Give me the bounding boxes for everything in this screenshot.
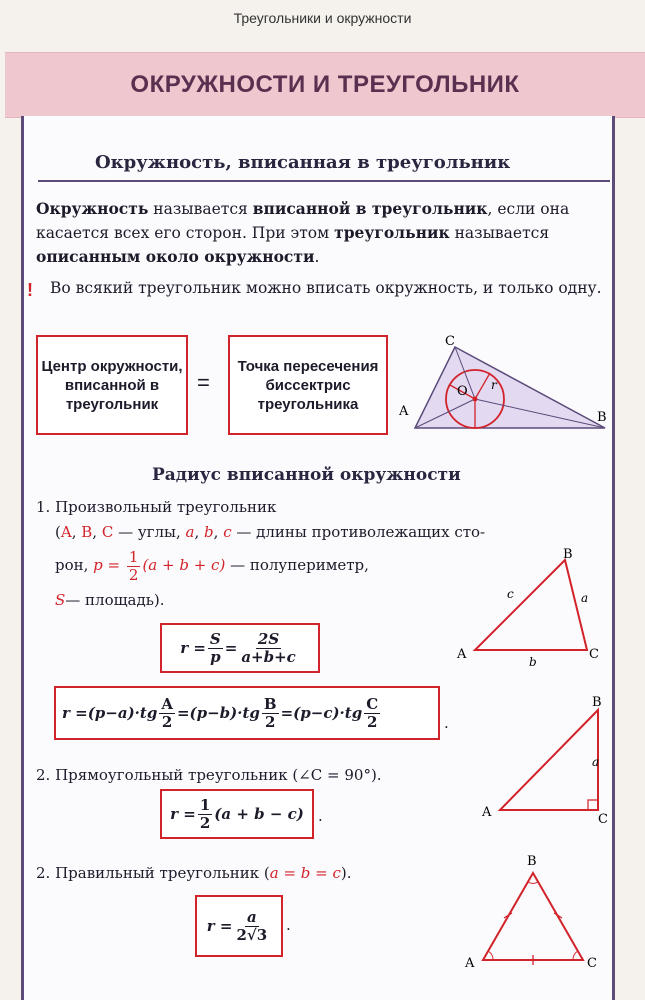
section-title: Окружность, вписанная в треугольник bbox=[95, 152, 511, 173]
fig1-label-c: C bbox=[445, 334, 455, 349]
fig4-label-b-vertex: B bbox=[527, 854, 537, 869]
angle-a: A bbox=[60, 523, 72, 541]
f2-part-a: r =(p−a)·tg bbox=[62, 704, 158, 722]
arbitrary-triangle-figure bbox=[455, 540, 605, 670]
formula-box-4 bbox=[195, 895, 283, 957]
f3-lhs: r = bbox=[170, 805, 196, 823]
exclamation-icon: ! bbox=[27, 280, 33, 300]
fig3-label-c-vertex: C bbox=[598, 812, 608, 825]
angle-arc-a bbox=[488, 951, 493, 960]
f3-den: 2 bbox=[199, 813, 211, 832]
center-box: Центр окружности, вписанной в треугольник bbox=[36, 335, 188, 435]
running-head: Треугольники и окружности bbox=[233, 10, 412, 26]
page-title: ОКРУЖНОСТИ И ТРЕУГОЛЬНИК bbox=[130, 71, 520, 98]
f1-d1: p bbox=[210, 647, 221, 666]
angle-c: C bbox=[101, 523, 114, 541]
area-s: S bbox=[55, 591, 66, 609]
formula-box-1 bbox=[160, 623, 320, 673]
right-triangle-figure bbox=[480, 690, 610, 825]
def-text-1: называется bbox=[148, 200, 253, 218]
side-c: c bbox=[223, 523, 232, 541]
paren-open: ( bbox=[55, 523, 61, 541]
formula-box-3 bbox=[160, 789, 314, 839]
f3-rhs: (a + b − c) bbox=[214, 805, 304, 823]
fig3-label-a-side: a bbox=[592, 755, 600, 769]
angle-b: B bbox=[81, 523, 93, 541]
fig2-label-c-side: c bbox=[507, 587, 514, 601]
fig2-label-a-vertex: A bbox=[457, 647, 467, 662]
item2-title: 2. Прямоугольный треугольник (∠C = 90°). bbox=[36, 766, 382, 784]
right-angle-mark bbox=[588, 800, 598, 810]
formula-box-2 bbox=[54, 686, 440, 740]
half-num: 1 bbox=[128, 547, 139, 566]
angles-text: — углы, bbox=[113, 523, 186, 541]
comma-3: , bbox=[194, 523, 205, 541]
f1-n1: S bbox=[209, 629, 221, 648]
semiperimeter-p: p bbox=[93, 556, 103, 574]
def-term-circumscribed: описанным около окружности bbox=[36, 247, 315, 266]
comma-2: , bbox=[92, 523, 102, 541]
f2-num-c: C bbox=[366, 694, 379, 713]
definition-paragraph bbox=[36, 197, 610, 269]
equals: = bbox=[102, 556, 125, 574]
def-text-3: называется bbox=[449, 224, 550, 242]
f4-num: a bbox=[246, 907, 257, 926]
f2-den-a: 2 bbox=[161, 712, 173, 731]
def-term-triangle: треугольник bbox=[334, 223, 450, 242]
f2-frac-c bbox=[364, 696, 380, 731]
f3-period: . bbox=[318, 807, 323, 825]
f1-n2: 2S bbox=[257, 629, 280, 648]
fig1-label-a: A bbox=[399, 404, 409, 419]
fig2-label-c-vertex: C bbox=[589, 647, 599, 662]
f4-lhs: r = bbox=[206, 917, 233, 935]
f2-den-b: 2 bbox=[265, 712, 276, 731]
item1-line1 bbox=[55, 521, 485, 543]
section-divider bbox=[38, 180, 610, 182]
f1-d2: a+b+c bbox=[241, 647, 296, 666]
bisector-box: Точка пересечения биссектрис треугольника bbox=[228, 335, 388, 435]
f1-frac-1 bbox=[208, 631, 223, 666]
item3-title-start: 2. Правильный треугольник ( bbox=[36, 864, 270, 882]
triangle-abc bbox=[415, 347, 605, 428]
fig3-label-b-vertex: B bbox=[592, 695, 602, 710]
sides-text-2: рон, bbox=[55, 556, 94, 574]
f4-den: 2√3 bbox=[236, 925, 268, 944]
equals-sign: = bbox=[197, 370, 210, 395]
sides-text: — длины противолежащих сто- bbox=[231, 523, 486, 541]
f2-frac-b bbox=[262, 696, 279, 731]
f3-num: 1 bbox=[199, 795, 211, 814]
angle-arc-b bbox=[528, 882, 538, 883]
half-den: 2 bbox=[128, 565, 139, 584]
radius-title: Радиус вписанной окружности bbox=[152, 465, 461, 485]
area-text: — площадь). bbox=[65, 591, 165, 609]
angle-arc-c bbox=[573, 951, 578, 960]
def-text-2: , если она касается всех его сторон. При этом bbox=[36, 200, 570, 242]
f4-frac bbox=[234, 909, 269, 944]
fig2-label-a-side: a bbox=[581, 591, 589, 605]
semiperimeter-text: — полупериметр, bbox=[225, 556, 369, 574]
item1-line3 bbox=[55, 589, 165, 611]
note-text: Во всякий треугольник можно вписать окружность, и только одну. bbox=[50, 279, 602, 297]
f2-den-c: 2 bbox=[366, 712, 378, 731]
fig1-label-o: O bbox=[457, 384, 468, 399]
fig1-label-r: r bbox=[491, 378, 497, 392]
f2-part-b: =(p−b)·tg bbox=[176, 704, 260, 722]
triangle-equilateral bbox=[483, 873, 583, 960]
fig4-label-c-vertex: C bbox=[587, 956, 597, 971]
triangle-arbitrary bbox=[475, 560, 587, 650]
item3-title bbox=[36, 862, 352, 884]
fig1-label-b: B bbox=[597, 410, 607, 425]
comma-1: , bbox=[71, 523, 82, 541]
def-text-4: . bbox=[314, 248, 320, 266]
f2-num-b: B bbox=[263, 694, 277, 713]
def-term-inscribed: вписанной в треугольник bbox=[252, 199, 488, 218]
comma-4: , bbox=[213, 523, 224, 541]
sides-sum: (a + b + c) bbox=[142, 556, 226, 574]
title-banner bbox=[5, 52, 645, 118]
f2-period: . bbox=[444, 714, 449, 732]
triangle-right bbox=[500, 710, 598, 810]
equilateral-triangle-figure bbox=[463, 845, 603, 975]
item1-title: 1. Произвольный треугольник bbox=[36, 498, 277, 516]
side-b: b bbox=[204, 523, 214, 541]
equal-sides: a = b = c bbox=[269, 864, 341, 882]
fig4-label-a-vertex: A bbox=[465, 956, 475, 971]
f4-period: . bbox=[286, 916, 291, 934]
item1-line2 bbox=[55, 545, 369, 585]
half-fraction bbox=[127, 549, 141, 584]
incircle-triangle-figure bbox=[395, 333, 615, 438]
f2-num-a: A bbox=[161, 694, 173, 713]
f1-lhs: r = bbox=[180, 639, 206, 657]
side-a: a bbox=[185, 523, 195, 541]
f2-frac-a bbox=[159, 696, 175, 731]
incenter-point bbox=[473, 397, 478, 402]
f2-part-c: =(p−c)·tg bbox=[280, 704, 363, 722]
fig2-label-b-vertex: B bbox=[563, 547, 573, 562]
f1-frac-2 bbox=[239, 631, 297, 666]
f3-frac bbox=[198, 797, 212, 832]
def-term-circle: Окружность bbox=[36, 199, 149, 218]
f1-eq: = bbox=[224, 639, 238, 657]
fig2-label-b-side: b bbox=[529, 655, 537, 669]
item3-title-end: ). bbox=[340, 864, 352, 882]
fig3-label-a-vertex: A bbox=[482, 805, 492, 820]
